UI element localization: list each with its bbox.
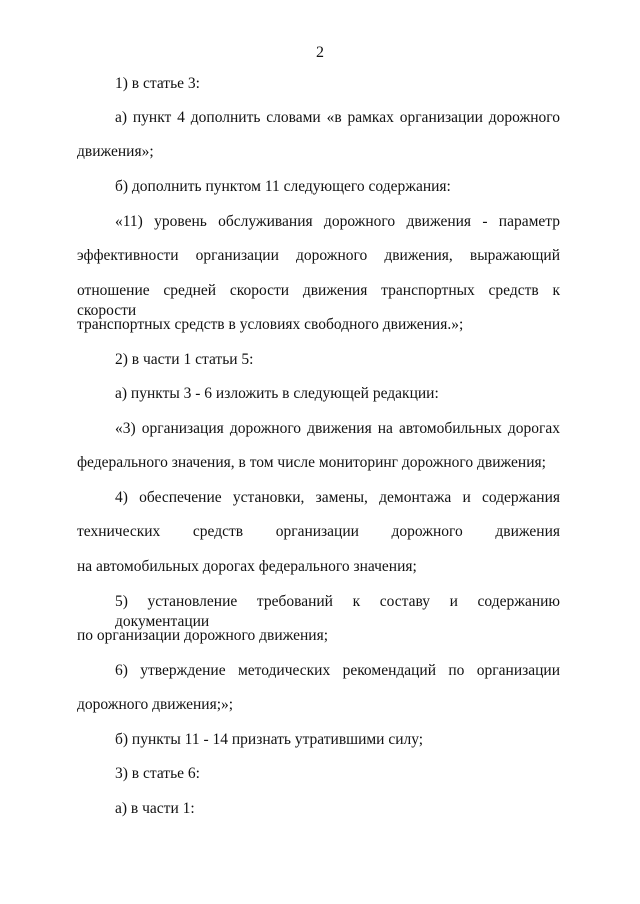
text-line: федерального значения, в том числе мониторинг дорожного движения;: [77, 454, 546, 471]
page-number: 2: [316, 44, 324, 61]
text-line: технических средств организации дорожного движения: [77, 523, 560, 540]
text-line: а) пункты 3 - 6 изложить в следующей редакции:: [115, 385, 439, 402]
text-line: б) пункты 11 - 14 признать утратившими силу;: [115, 731, 424, 748]
text-line: 2) в части 1 статьи 5:: [115, 351, 254, 368]
text-line: движения»;: [77, 143, 154, 160]
text-line: транспортных средств в условиях свободного движения.»;: [77, 316, 464, 333]
text-line: 5) установление требований к составу и содержанию документации: [115, 593, 560, 630]
text-line: а) в части 1:: [115, 800, 195, 817]
text-line: 1) в статье 3:: [115, 75, 200, 92]
text-line: дорожного движения;»;: [77, 696, 234, 713]
text-line: б) дополнить пунктом 11 следующего содержания:: [115, 178, 451, 195]
text-line: 4) обеспечение установки, замены, демонтажа и содержания: [115, 489, 560, 506]
text-line: а) пункт 4 дополнить словами «в рамках организации дорожного: [115, 109, 560, 126]
text-line: 3) в статье 6:: [115, 765, 200, 782]
text-line: по организации дорожного движения;: [77, 627, 329, 644]
text-line: эффективности организации дорожного движения, выражающий: [77, 247, 560, 264]
text-line: «3) организация дорожного движения на автомобильных дорогах: [115, 420, 560, 437]
text-line: 6) утверждение методических рекомендаций по организации: [115, 662, 560, 679]
text-line: на автомобильных дорогах федерального значения;: [77, 558, 417, 575]
text-line: «11) уровень обслуживания дорожного движения - параметр: [115, 213, 560, 230]
text-line: отношение средней скорости движения транспортных средств к скорости: [77, 282, 560, 319]
